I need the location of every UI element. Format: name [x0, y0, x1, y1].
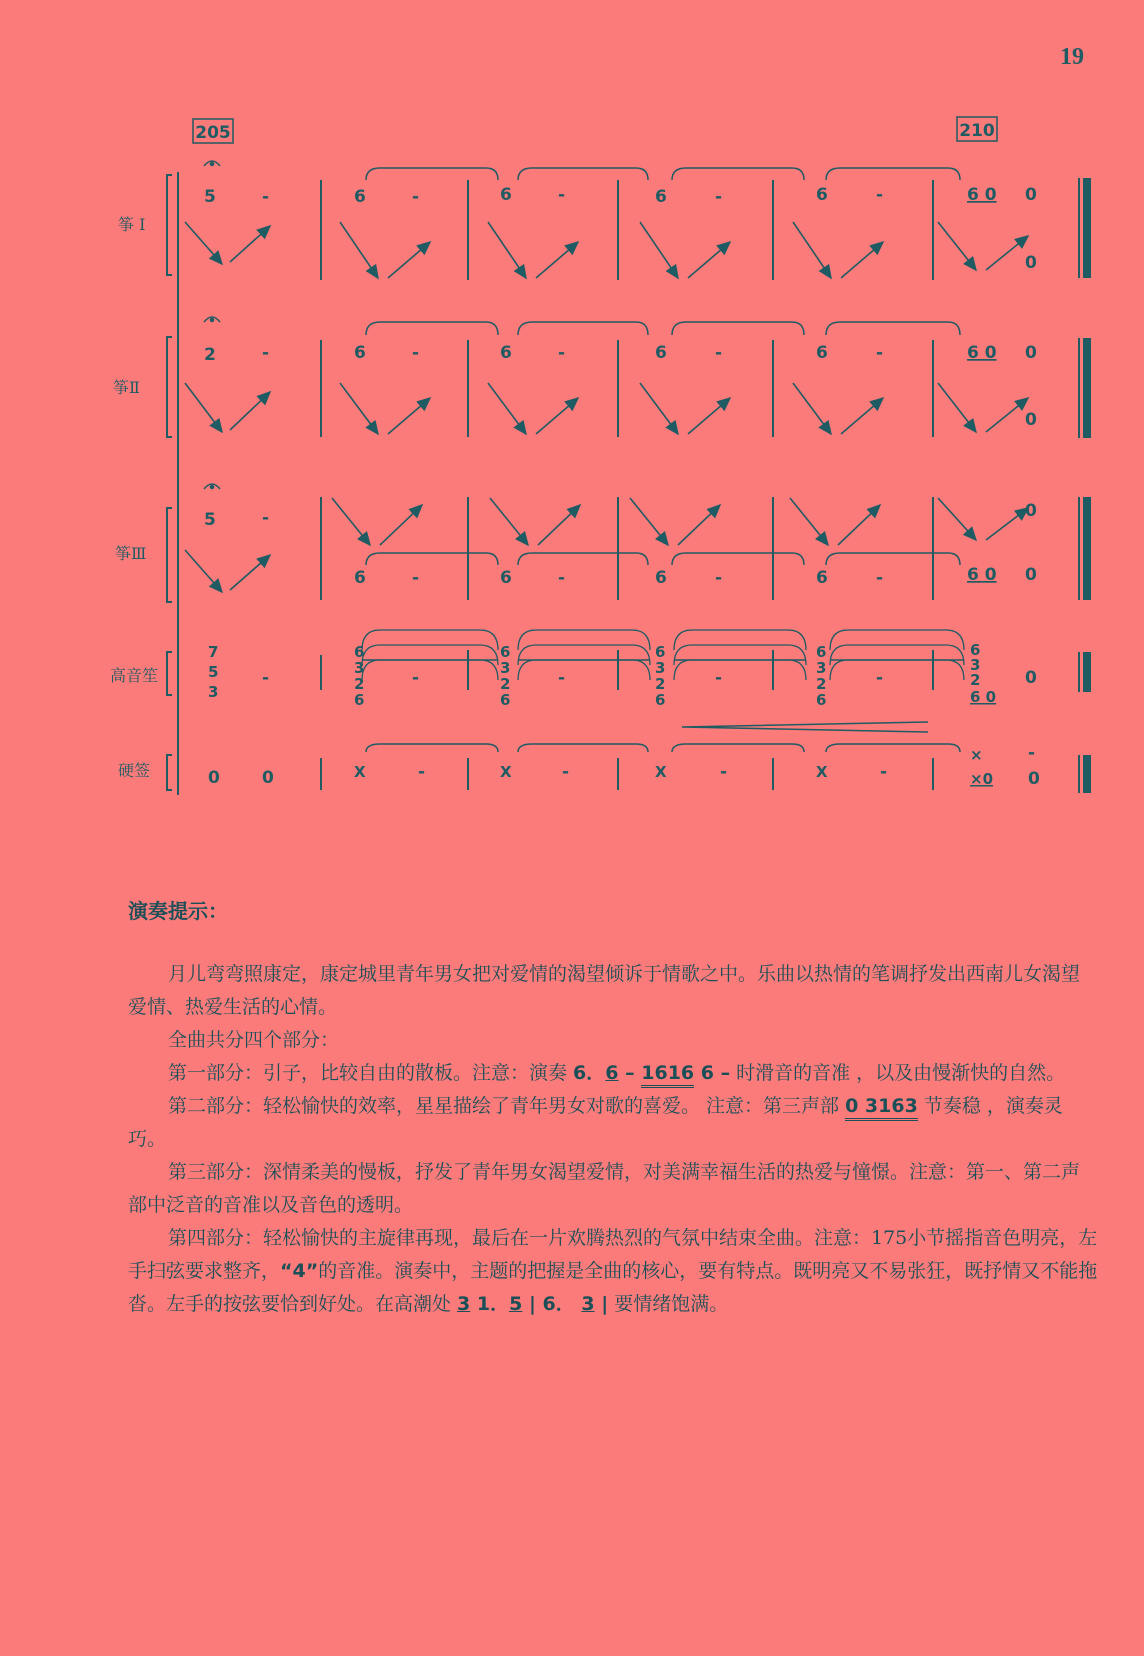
bracket-zheng1 [167, 175, 172, 275]
note: 6 [354, 187, 366, 207]
dash: - [412, 343, 420, 363]
dash: - [558, 568, 566, 588]
chord-note: 3 [354, 659, 365, 677]
chord-note: 6 [816, 643, 827, 661]
glissando-arrows [185, 222, 1028, 592]
rest: 0 [1025, 343, 1037, 363]
dash: - [720, 762, 728, 782]
note: 6 [655, 343, 667, 363]
bracket-sheng [167, 652, 172, 695]
dash: - [418, 762, 426, 782]
fermatas [204, 161, 220, 489]
dash: - [715, 187, 723, 207]
chord-note: 6 [816, 691, 827, 709]
dash: - [1028, 743, 1036, 763]
part-label-sheng: 高音笙 [110, 666, 159, 685]
dash: - [562, 762, 570, 782]
percussion-x: X [500, 763, 512, 781]
dash: - [715, 343, 723, 363]
note: 5 [204, 510, 216, 530]
note: 6 [655, 568, 667, 588]
chord-note: 6 [354, 643, 365, 661]
note: 6 [354, 343, 366, 363]
notation-inline: 6．6 – 1616 6 – [573, 1062, 730, 1088]
chord-note: 3 [970, 656, 981, 674]
quoted-note: “4” [280, 1260, 319, 1282]
paragraph-part4 [128, 1222, 1098, 1321]
chord-note: 7 [208, 643, 219, 661]
part4-text-c: 要情绪饱满。 [608, 1293, 729, 1315]
dash: - [262, 508, 270, 528]
rehearsal-mark-210 [957, 117, 997, 141]
chord-note: 3 [500, 659, 511, 677]
chord-note: 6 [354, 691, 365, 709]
percussion-x: X [354, 763, 366, 781]
rest: 0 [1025, 501, 1037, 521]
paragraph-intro: 月儿弯弯照康定，康定城里青年男女把对爱情的渴望倾诉于情歌之中。乐曲以热情的笔调抒发出西南儿女渴望爱情、热爱生活的心情。 [128, 963, 1081, 1018]
rehearsal-mark-210-text: 210 [959, 121, 995, 141]
bracket-zheng2 [167, 337, 172, 437]
chord-note: 2 [354, 675, 365, 693]
rest: 0 [1025, 185, 1037, 205]
paragraph-part3: 第三部分：深情柔美的慢板，抒发了青年男女渴望爱情，对美满幸福生活的热爱与憧憬。注意：第一、第二声部中泛音的音准以及音色的透明。 [128, 1161, 1081, 1216]
barlines [321, 180, 933, 790]
note: 6 [816, 343, 828, 363]
dash: - [262, 187, 270, 207]
chord-note: 3 [208, 683, 219, 701]
notation-inline: 0 3163 [845, 1095, 918, 1121]
note: 6 [500, 343, 512, 363]
notation-inline: 3 1．5 | 6． 3 | [457, 1293, 609, 1315]
final-barlines [1078, 178, 1091, 793]
part4-text-a: 第四部分：轻松愉快的主旋律再现，最后在一片欢腾热烈的气氛中结束全曲。注意：175小节摇指音色明亮，左手扫弦要求整齐， [128, 1227, 1098, 1282]
dash: - [715, 668, 723, 688]
chord-note: 6 [500, 643, 511, 661]
section-heading: 演奏提示： [128, 899, 228, 923]
rest: 0 [1028, 769, 1040, 789]
note: 6 [655, 187, 667, 207]
note: 6 [500, 568, 512, 588]
page-number: 19 [1060, 44, 1084, 70]
paragraph-part2 [128, 1090, 1098, 1156]
dash: - [412, 668, 420, 688]
dash: - [412, 187, 420, 207]
chord-note: 3 [816, 659, 827, 677]
note: 6 [354, 568, 366, 588]
part-label-zheng1: 筝 I [118, 215, 146, 234]
dash: - [558, 668, 566, 688]
dash: - [412, 568, 420, 588]
chord-note: 6 [655, 643, 666, 661]
percussion-x-rest: ×0 [970, 770, 994, 788]
chord-note: 6 [500, 691, 511, 709]
notes-zheng3 [204, 501, 1037, 588]
rehearsal-mark-205-text: 205 [195, 123, 231, 143]
part2-text-a: 第二部分：轻松愉快的效率，星星描绘了青年男女对歌的喜爱。 注意：第三声部 [168, 1095, 846, 1117]
percussion-x: X [816, 763, 828, 781]
dash: - [715, 568, 723, 588]
notes-zheng2 [204, 343, 1037, 430]
rehearsal-mark-205 [193, 119, 233, 143]
paragraph-part1 [128, 1057, 1098, 1090]
part1-text-b: 时滑音的音准 ，以及由慢渐快的自然。 [730, 1062, 1066, 1084]
rest: 0 [262, 768, 274, 788]
part2-text-b: 节奏稳 ，演奏灵巧。 [128, 1095, 1063, 1150]
dash: - [558, 343, 566, 363]
dash: - [876, 668, 884, 688]
chord-note: 6 [655, 691, 666, 709]
chord-note: 3 [655, 659, 666, 677]
rest: 0 [208, 768, 220, 788]
chord-note: 6 [970, 641, 981, 659]
notes-zheng1 [204, 185, 1037, 273]
chord-note: 2 [655, 675, 666, 693]
note-pair: 6 0 [967, 343, 997, 363]
part-label-zheng3: 筝Ⅲ [115, 544, 147, 563]
rest: 0 [1025, 410, 1037, 430]
dash: - [880, 762, 888, 782]
percussion-x: × [970, 746, 983, 764]
rest: 0 [1025, 253, 1037, 273]
dash: - [262, 343, 270, 363]
rest: 0 [1025, 565, 1037, 585]
dash: - [262, 668, 270, 688]
notes-sheng [208, 641, 1037, 709]
notes-yingqian [208, 743, 1040, 789]
part1-text-a: 第一部分：引子，比较自由的散板。注意：演奏 [168, 1062, 574, 1084]
note-pair: 6 0 [967, 565, 997, 585]
rest: 0 [1025, 668, 1037, 688]
percussion-x: X [655, 763, 667, 781]
chord-note: 2 [970, 671, 981, 689]
note: 6 [816, 568, 828, 588]
dash: - [558, 185, 566, 205]
note: 6 [816, 185, 828, 205]
bracket-yingqian [167, 755, 172, 790]
dash: - [876, 343, 884, 363]
dash: - [876, 185, 884, 205]
chord-note-pair: 6 0 [970, 688, 997, 706]
part-label-yingqian: 硬签 [118, 761, 151, 780]
chord-note: 5 [208, 663, 219, 681]
part4-text-b: 的音准。演奏中，主题的把握是全曲的核心，要有特点。既明亮又不易张狂，既抒情又不能拖沓。左手的按弦要恰到好处。在高潮处 [128, 1260, 1098, 1315]
part-label-zheng2: 筝Ⅱ [113, 378, 140, 397]
chord-note: 2 [500, 675, 511, 693]
performance-notes [128, 895, 1098, 1321]
note: 2 [204, 345, 216, 365]
note: 6 [500, 185, 512, 205]
dash: - [876, 568, 884, 588]
note-pair: 6 0 [967, 185, 997, 205]
note: 5 [204, 187, 216, 207]
bracket-zheng3 [167, 508, 172, 602]
paragraph-structure: 全曲共分四个部分： [168, 1029, 340, 1051]
crescendo [682, 722, 928, 732]
chord-note: 2 [816, 675, 827, 693]
